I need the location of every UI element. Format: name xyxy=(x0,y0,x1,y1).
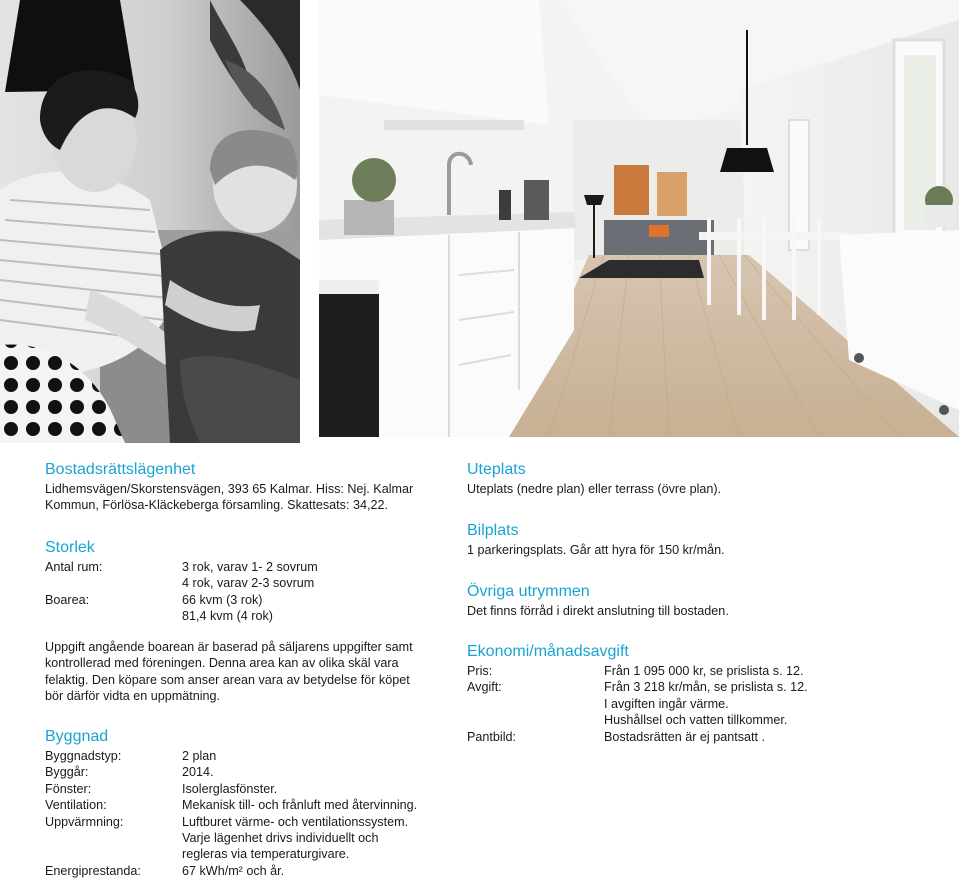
photo-kitchen-interior xyxy=(319,0,959,437)
value-byggar: 2014. xyxy=(182,765,214,780)
row-boarea xyxy=(45,592,445,608)
ovriga-utrymmen-text: Det finns förråd i direkt anslutning till bostaden. xyxy=(467,604,729,618)
section-byggnad xyxy=(45,726,455,879)
label-pantbild: Pantbild: xyxy=(467,729,517,744)
heading-bilplats: Bilplats xyxy=(467,522,519,539)
bilplats-text: 1 parkeringsplats. Går att hyra för 150 kr/mån. xyxy=(467,543,725,557)
value-avgift-1: Från 3 218 kr/mån, se prislista s. 12. xyxy=(604,680,808,695)
row-avgift-3 xyxy=(467,712,927,728)
value-avgift-3: Hushållsel och vatten tillkommer. xyxy=(604,713,788,728)
note-line-3: felaktig. Den köpare som anser arean vara av betydelse för köpet xyxy=(45,672,410,687)
row-byggar xyxy=(45,764,455,780)
value-uppvarmning-3: regleras via temperaturgivare. xyxy=(182,847,350,862)
row-fonster xyxy=(45,781,455,797)
label-uppvarmning: Uppvärmning: xyxy=(45,814,124,829)
row-avgift-2 xyxy=(467,696,927,712)
value-antal-rum-2: 4 rok, varav 2-3 sovrum xyxy=(182,576,315,591)
photo-mother-child xyxy=(0,0,300,443)
value-energiprestanda: 67 kWh/m² och år. xyxy=(182,863,285,878)
row-antal-rum-2 xyxy=(45,575,445,591)
section-uteplats xyxy=(467,459,721,497)
section-boarea-note xyxy=(45,639,445,705)
section-ovriga-utrymmen xyxy=(467,581,729,619)
value-antal-rum-1: 3 rok, varav 1- 2 sovrum xyxy=(182,560,318,574)
heading-ekonomi: Ekonomi/månadsavgift xyxy=(467,643,629,660)
note-line-4: bör därför vidta en uppmätning. xyxy=(45,689,221,704)
address-line-2: Kommun, Förlösa-Kläckeberga församling. Skattesats: 34,22. xyxy=(45,498,388,513)
row-uppvarmning-3 xyxy=(45,846,455,862)
row-boarea-2 xyxy=(45,608,445,624)
value-uppvarmning-1: Luftburet värme- och ventilationssystem. xyxy=(182,814,409,829)
row-pris xyxy=(467,663,927,679)
note-line-2: kontrollerad med föreningen. Denna area kan av olika skäl vara xyxy=(45,656,399,671)
uteplats-text: Uteplats (nedre plan) eller terrass (övre plan). xyxy=(467,482,722,496)
label-avgift: Avgift: xyxy=(467,680,502,695)
row-antal-rum xyxy=(45,559,445,575)
row-uppvarmning-2 xyxy=(45,830,455,846)
value-boarea-2: 81,4 kvm (4 rok) xyxy=(182,609,273,624)
section-bilplats xyxy=(467,520,725,558)
label-pris: Pris: xyxy=(467,664,493,678)
label-energiprestanda: Energiprestanda: xyxy=(45,863,141,878)
address-line-1: Lidhemsvägen/Skorstensvägen, 393 65 Kalmar. Hiss: Nej. Kalmar xyxy=(45,482,414,496)
heading-storlek: Storlek xyxy=(45,539,95,556)
section-bostadsratt xyxy=(45,459,445,514)
heading-bostadsratt: Bostadsrättslägenhet xyxy=(45,461,196,478)
heading-ovriga-utrymmen: Övriga utrymmen xyxy=(467,583,590,600)
photo-mother-child-illustration xyxy=(0,0,300,443)
value-boarea-1: 66 kvm (3 rok) xyxy=(182,592,263,607)
value-pantbild: Bostadsrätten är ej pantsatt . xyxy=(604,729,766,744)
label-boarea: Boarea: xyxy=(45,592,90,607)
label-fonster: Fönster: xyxy=(45,781,92,796)
section-ekonomi xyxy=(467,641,927,745)
row-energiprestanda xyxy=(45,863,455,879)
value-fonster: Isolerglasfönster. xyxy=(182,781,278,796)
value-byggnadstyp: 2 plan xyxy=(182,749,217,763)
label-byggar: Byggår: xyxy=(45,765,89,780)
value-uppvarmning-2: Varje lägenhet drivs individuellt och xyxy=(182,830,379,845)
value-avgift-2: I avgiften ingår värme. xyxy=(604,696,729,711)
label-antal-rum: Antal rum: xyxy=(45,560,103,574)
row-byggnadstyp xyxy=(45,748,455,764)
row-ventilation xyxy=(45,797,455,813)
row-uppvarmning xyxy=(45,814,455,830)
note-line-1: Uppgift angående boarean är baserad på säljarens uppgifter samt xyxy=(45,640,413,654)
value-pris: Från 1 095 000 kr, se prislista s. 12. xyxy=(604,664,804,678)
label-byggnadstyp: Byggnadstyp: xyxy=(45,749,122,763)
heading-uteplats: Uteplats xyxy=(467,461,526,478)
row-pantbild xyxy=(467,729,927,745)
row-avgift xyxy=(467,679,927,695)
value-ventilation: Mekanisk till- och frånluft med återvinning. xyxy=(182,798,418,813)
section-storlek xyxy=(45,537,445,625)
heading-byggnad: Byggnad xyxy=(45,728,109,745)
photo-kitchen-illustration xyxy=(319,0,959,437)
label-ventilation: Ventilation: xyxy=(45,798,107,813)
